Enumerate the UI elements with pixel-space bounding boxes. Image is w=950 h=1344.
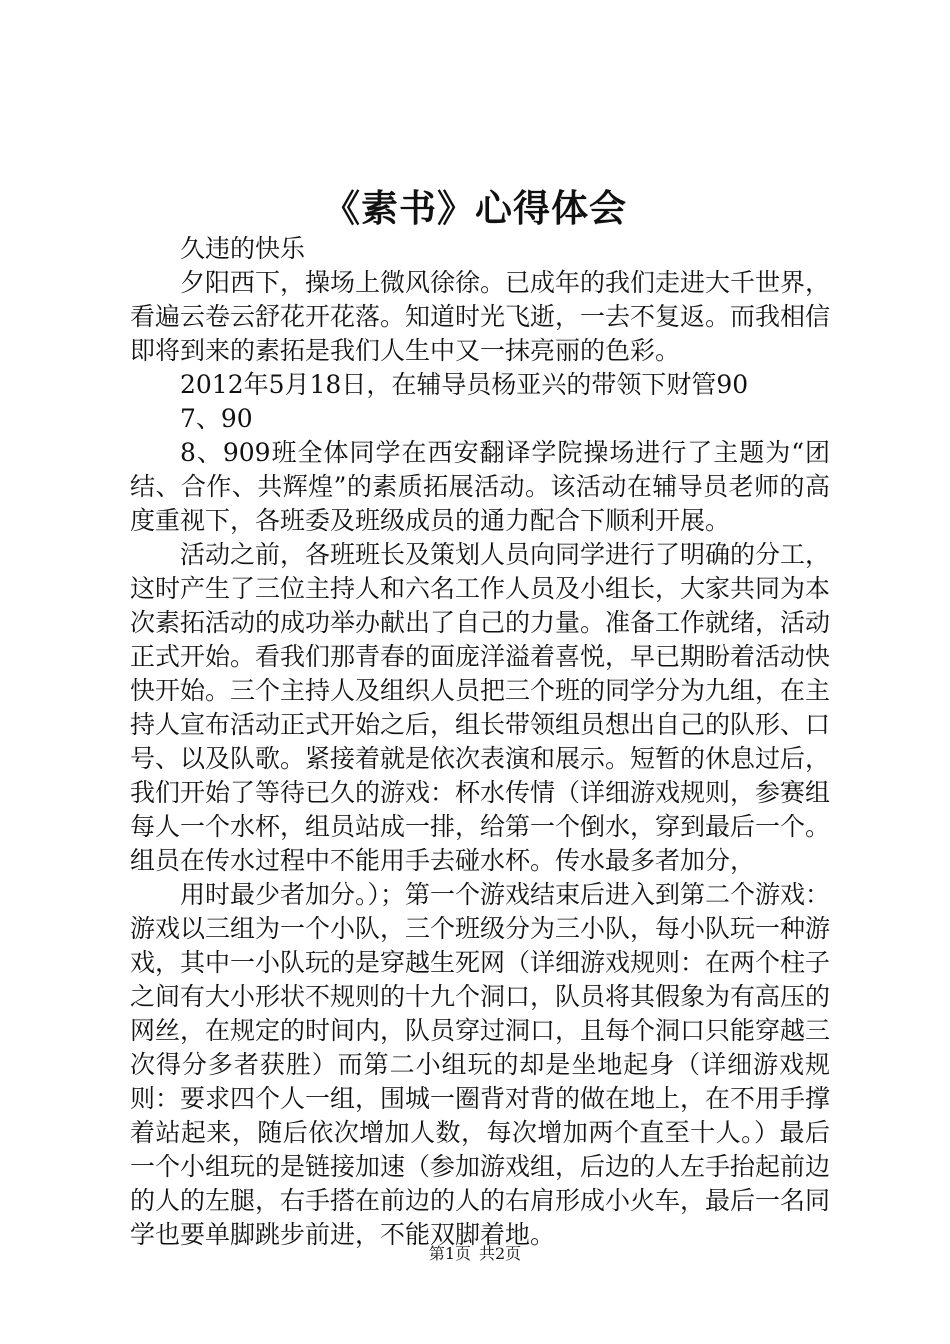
page-total: 共2页 xyxy=(479,1244,522,1263)
document-title: 《素书》心得体会 xyxy=(323,186,627,230)
paragraph-6: 用时最少者加分。）；第一个游戏结束后进入到第二个游戏：游戏以三组为一个小队，三个班级分为三小队，每小队玩一种游戏，其中一小队玩的是穿越生死网（详细游戏规则：在两个柱子之间有大小形状不规则的十九个洞口，队员将其假象为有高压的网丝，在规定的时间内，队员穿过洞口，且每个洞口只能穿越三次得分多者获胜）而第二小组玩的却是坐地起身（详细游戏规则：要求四个人一组，围城一圈背对背的做在地上，在不用手撑着站起来，随后依次增加人数，每次增加两个直至十人。）最后一个小组玩的是链接加速（参加游戏组，后边的人左手抬起前边的人的左腿，右手搭在前边的人的右肩形成小火车，最后一名同学也要单脚跳步前进，不能双脚着地。 xyxy=(130,880,831,1249)
page-footer xyxy=(0,1244,950,1264)
paragraph-2: 2012年5月18日，在辅导员杨亚兴的带领下财管90 xyxy=(180,370,749,399)
paragraph-4: 8、909班全体同学在西安翻译学院操场进行了主题为“团结、合作、共辉煌”的素质拓展活动。该活动在辅导员老师的高度重视下，各班委及班级成员的通力配合下顺利开展。 xyxy=(130,438,830,535)
paragraph-1: 夕阳西下，操场上微风徐徐。已成年的我们走进大千世界，看遍云卷云舒花开花落。知道时光飞逝，一去不复返。而我相信即将到来的素拓是我们人生中又一抹亮丽的色彩。 xyxy=(130,268,831,365)
paragraph-5: 活动之前，各班班长及策划人员向同学进行了明确的分工，这时产生了三位主持人和六名工作人员及小组长，大家共同为本次素拓活动的成功举办献出了自己的力量。准备工作就绪，活动正式开始。看我们那青春的面庞洋溢着喜悦，早已期盼着活动快快开始。三个主持人及组织人员把三个班的同学分为九组，在主持人宣布活动正式开始之后，组长带领组员想出自己的队形、口号、以及队歌。紧接着就是依次表演和展示。短暂的休息过后，我们开始了等待已久的游戏：杯水传情（详细游戏规则，参赛组每人一个水杯，组员站成一排，给第一个倒水，穿到最后一个。组员在传水过程中不能用手去碰水杯。传水最多者加分， xyxy=(130,540,831,875)
page-number: 第1页 xyxy=(428,1244,471,1263)
paragraph-3: 7、90 xyxy=(180,404,253,433)
paragraph-subtitle: 久违的快乐 xyxy=(180,234,306,263)
document-body xyxy=(130,232,830,1252)
